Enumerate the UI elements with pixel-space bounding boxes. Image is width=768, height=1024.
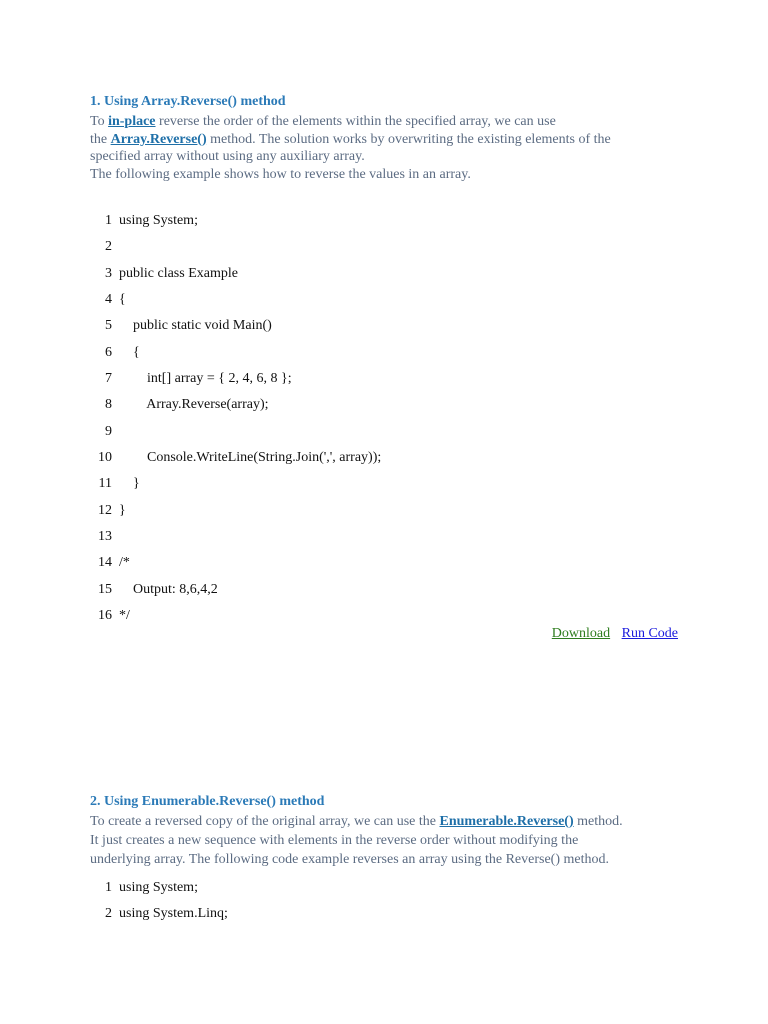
section1-paragraph (90, 113, 690, 183)
code-line: 4 { (105, 292, 126, 307)
download-link[interactable]: Download (551, 626, 611, 641)
section2-para-line2: It just creates a new sequence with elements in the reverse order without modifying the (90, 833, 579, 848)
section2-paragraph (90, 812, 690, 869)
in-place-link[interactable]: in-place (108, 114, 156, 129)
section1-para-line1: To in-place reverse the order of the elements within the specified array, we can use (90, 114, 556, 129)
code-line: 1 using System; (105, 213, 198, 228)
code-actions (544, 626, 678, 642)
code-line: 6 { (105, 345, 140, 360)
code-line: 2 using System.Linq; (105, 906, 228, 921)
section1-heading: 1. Using Array.Reverse() method (90, 94, 286, 109)
code-line: 15 Output: 8,6,4,2 (98, 582, 218, 597)
section2-para-line3: underlying array. The following code example reverses an array using the Reverse() method. (90, 852, 609, 867)
code-line: 13 (98, 529, 112, 544)
code-line: 11 } (98, 476, 140, 491)
code-line: 7 int[] array = { 2, 4, 6, 8 }; (105, 371, 292, 386)
section1-para-line4: The following example shows how to reverse the values in an array. (90, 166, 471, 182)
enumerable-reverse-link[interactable]: Enumerable.Reverse() (439, 814, 574, 829)
code-line: 10 Console.WriteLine(String.Join(',', array)); (98, 450, 382, 465)
run-code-link[interactable]: Run Code (621, 626, 678, 641)
section1-para-line3: specified array without using any auxiliary array. (90, 149, 365, 164)
code-line: 3 public class Example (105, 266, 238, 281)
array-reverse-link[interactable]: Array.Reverse() (110, 131, 207, 147)
code-line: 9 (105, 424, 112, 439)
code-line: 12 } (98, 503, 126, 518)
code-line: 16 */ (98, 608, 130, 623)
section2-para-line1: To create a reversed copy of the original array, we can use the Enumerable.Reverse() method. (90, 814, 623, 829)
code-line: 8 Array.Reverse(array); (105, 397, 269, 412)
section1-para-line2: the Array.Reverse() method. The solution works by overwriting the existing elements of the (90, 131, 611, 147)
code-line: 1 using System; (105, 880, 198, 895)
code-line: 5 public static void Main() (105, 318, 272, 333)
section2-heading: 2. Using Enumerable.Reverse() method (90, 794, 325, 809)
code-line: 14 /* (98, 555, 130, 570)
code-line: 2 (105, 239, 112, 254)
